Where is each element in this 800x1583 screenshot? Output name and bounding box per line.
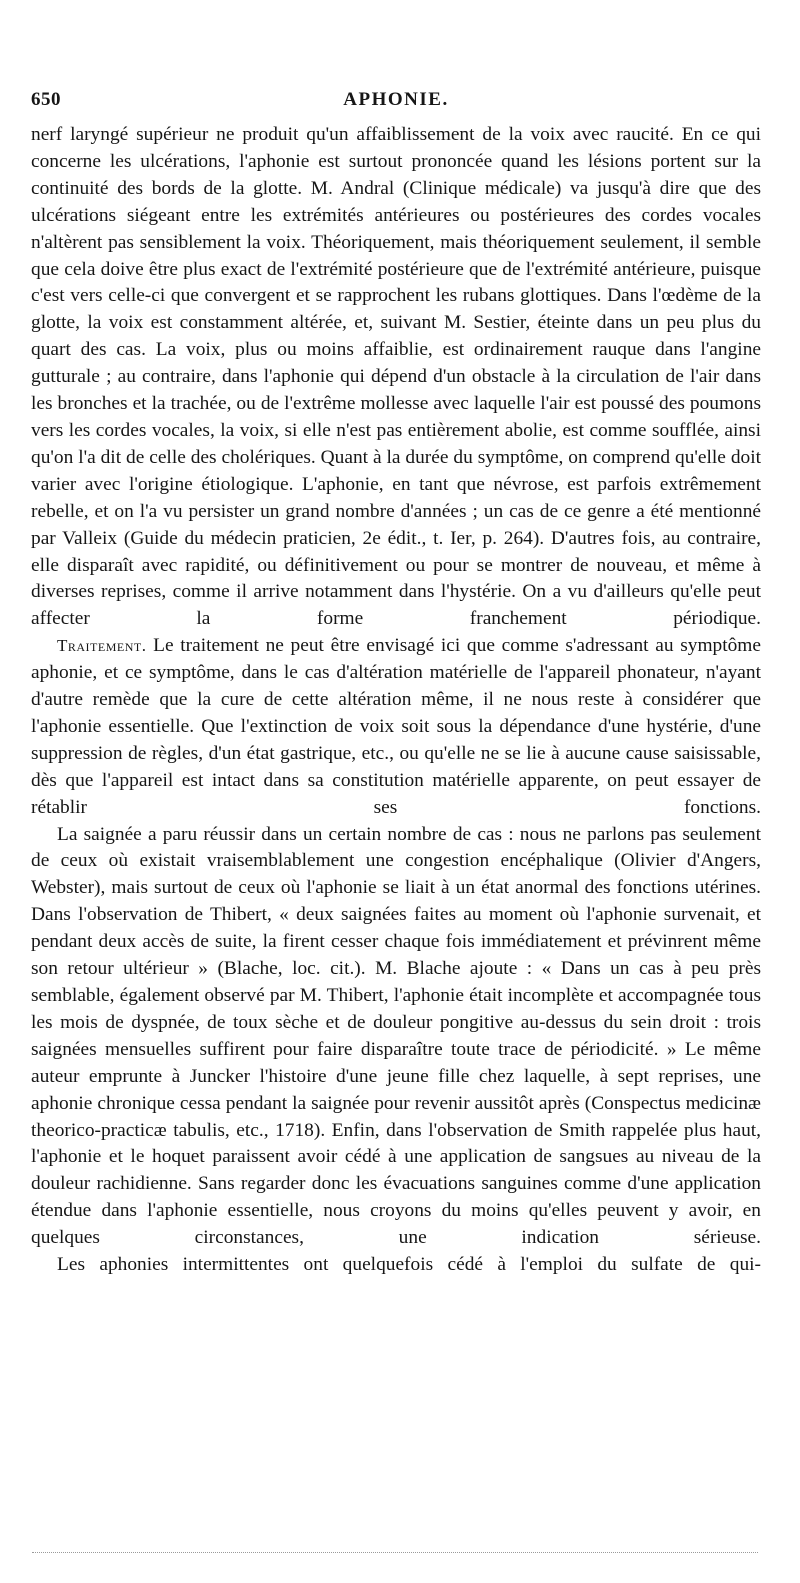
paragraph-text: Le traitement ne peut être envisagé ici que comme s'adressant au symptôme aphonie, et ce symptôme, dans le cas d'altération matérielle de l'appareil phonateur, n'ayant d'autre remède que la cure de cette altération même, il ne nous reste à considérer que l'aphonie essentielle. Que l'extinction de voix soit sous la dépendance d'une hystérie, d'une suppression de règles, d'un état gastrique, etc., ou qu'elle ne se lie à aucune cause saisissable, dès que l'appareil est intact dans sa constitution matérielle apparente, on peut essayer de rétablir ses fonctions.	[31, 635, 761, 818]
footer-dotted-rule	[32, 1552, 758, 1553]
paragraph-aphonies-intermittentes	[31, 1252, 761, 1279]
page-number: 650	[31, 89, 61, 110]
running-title: APHONIE.	[343, 89, 449, 110]
page-body	[31, 122, 761, 1279]
paragraph-text: nerf laryngé supérieur ne produit qu'un affaiblissement de la voix avec raucité. En ce qui concerne les ulcérations, l'aphonie est surtout prononcée quand les lésions portent sur la continuité des bords de la glotte. M. Andral (Clinique médicale) va jusqu'à dire que des ulcérations siégeant entre les extrémités antérieures ou postérieures des cordes vocales n'altèrent pas sensiblement la voix. Théoriquement, mais théoriquement seulement, il semble que cela doive être plus exact de l'extrémité postérieure que de l'extrémité antérieure, puisque c'est vers celle-ci que convergent et se rapprochent les rubans glottiques. Dans l'œdème de la glotte, la voix est constamment altérée, et, suivant M. Sestier, éteinte dans un peu plus du quart des cas. La voix, plus ou moins affaiblie, est ordinairement rauque dans l'angine gutturale ; au contraire, dans l'aphonie qui dépend d'un obstacle à la circulation de l'air dans les bronches et la trachée, ou de l'extrême mollesse avec laquelle l'air est poussé des poumons vers les cordes vocales, la voix, si elle n'est pas entièrement abolie, est comme soufflée, ainsi qu'on l'a dit de celle des cholériques. Quant à la durée du symptôme, on comprend qu'elle doit varier avec l'origine étiologique. L'aphonie, en tant que névrose, est parfois extrêmement rebelle, et on l'a vu persister un grand nombre d'années ; un cas de ce genre a été mentionné par Valleix (Guide du médecin praticien, 2e édit., t. Ier, p. 264). D'autres fois, au contraire, elle disparaît avec rapidité, ou définitivement ou pour se montrer de nouveau, et même à diverses reprises, comme il arrive notamment dans l'hystérie. On a vu d'ailleurs qu'elle peut affecter la forme franchement périodique.	[31, 124, 761, 630]
paragraph-text: Les aphonies intermittentes ont quelquefois cédé à l'emploi du sulfate de qui-	[57, 1254, 761, 1276]
paragraph-continuation	[31, 122, 761, 633]
section-heading-traitement: Traitement.	[57, 636, 147, 656]
paragraph-saignee	[31, 822, 761, 1253]
running-head	[31, 84, 761, 122]
paragraph-traitement	[31, 633, 761, 821]
paragraph-text: La saignée a paru réussir dans un certain nombre de cas : nous ne parlons pas seulement de ceux où existait vraisemblablement une congestion encéphalique (Olivier d'Angers, Webster), mais surtout de ceux où l'aphonie se liait à un état anormal des fonctions utérines. Dans l'observation de Thibert, « deux saignées faites au moment où l'aphonie survenait, et pendant deux accès de suite, la firent cesser chaque fois immédiatement et prévinrent même son retour ultérieur » (Blache, loc. cit.). M. Blache ajoute : « Dans un cas à peu près semblable, également observé par M. Thibert, l'aphonie était incomplète et accompagnée tous les mois de dyspnée, de toux sèche et de douleur pongitive au-dessus du sein droit : trois saignées mensuelles suffirent pour faire disparaître toute trace de périodicité. » Le même auteur emprunte à Juncker l'histoire d'une jeune fille chez laquelle, à sept reprises, une aphonie chronique cessa pendant la saignée pour revenir aussitôt après (Conspectus medicinæ theorico-practicæ tabulis, etc., 1718). Enfin, dans l'observation de Smith rappelée plus haut, l'aphonie et le hoquet paraissent avoir cédé à une application de sangsues au niveau de la douleur rachidienne. Sans regarder donc les évacuations sanguines comme d'une application étendue dans l'aphonie essentielle, nous croyons du moins qu'elles peuvent y avoir, en quelques circonstances, une indication sérieuse.	[31, 823, 761, 1249]
